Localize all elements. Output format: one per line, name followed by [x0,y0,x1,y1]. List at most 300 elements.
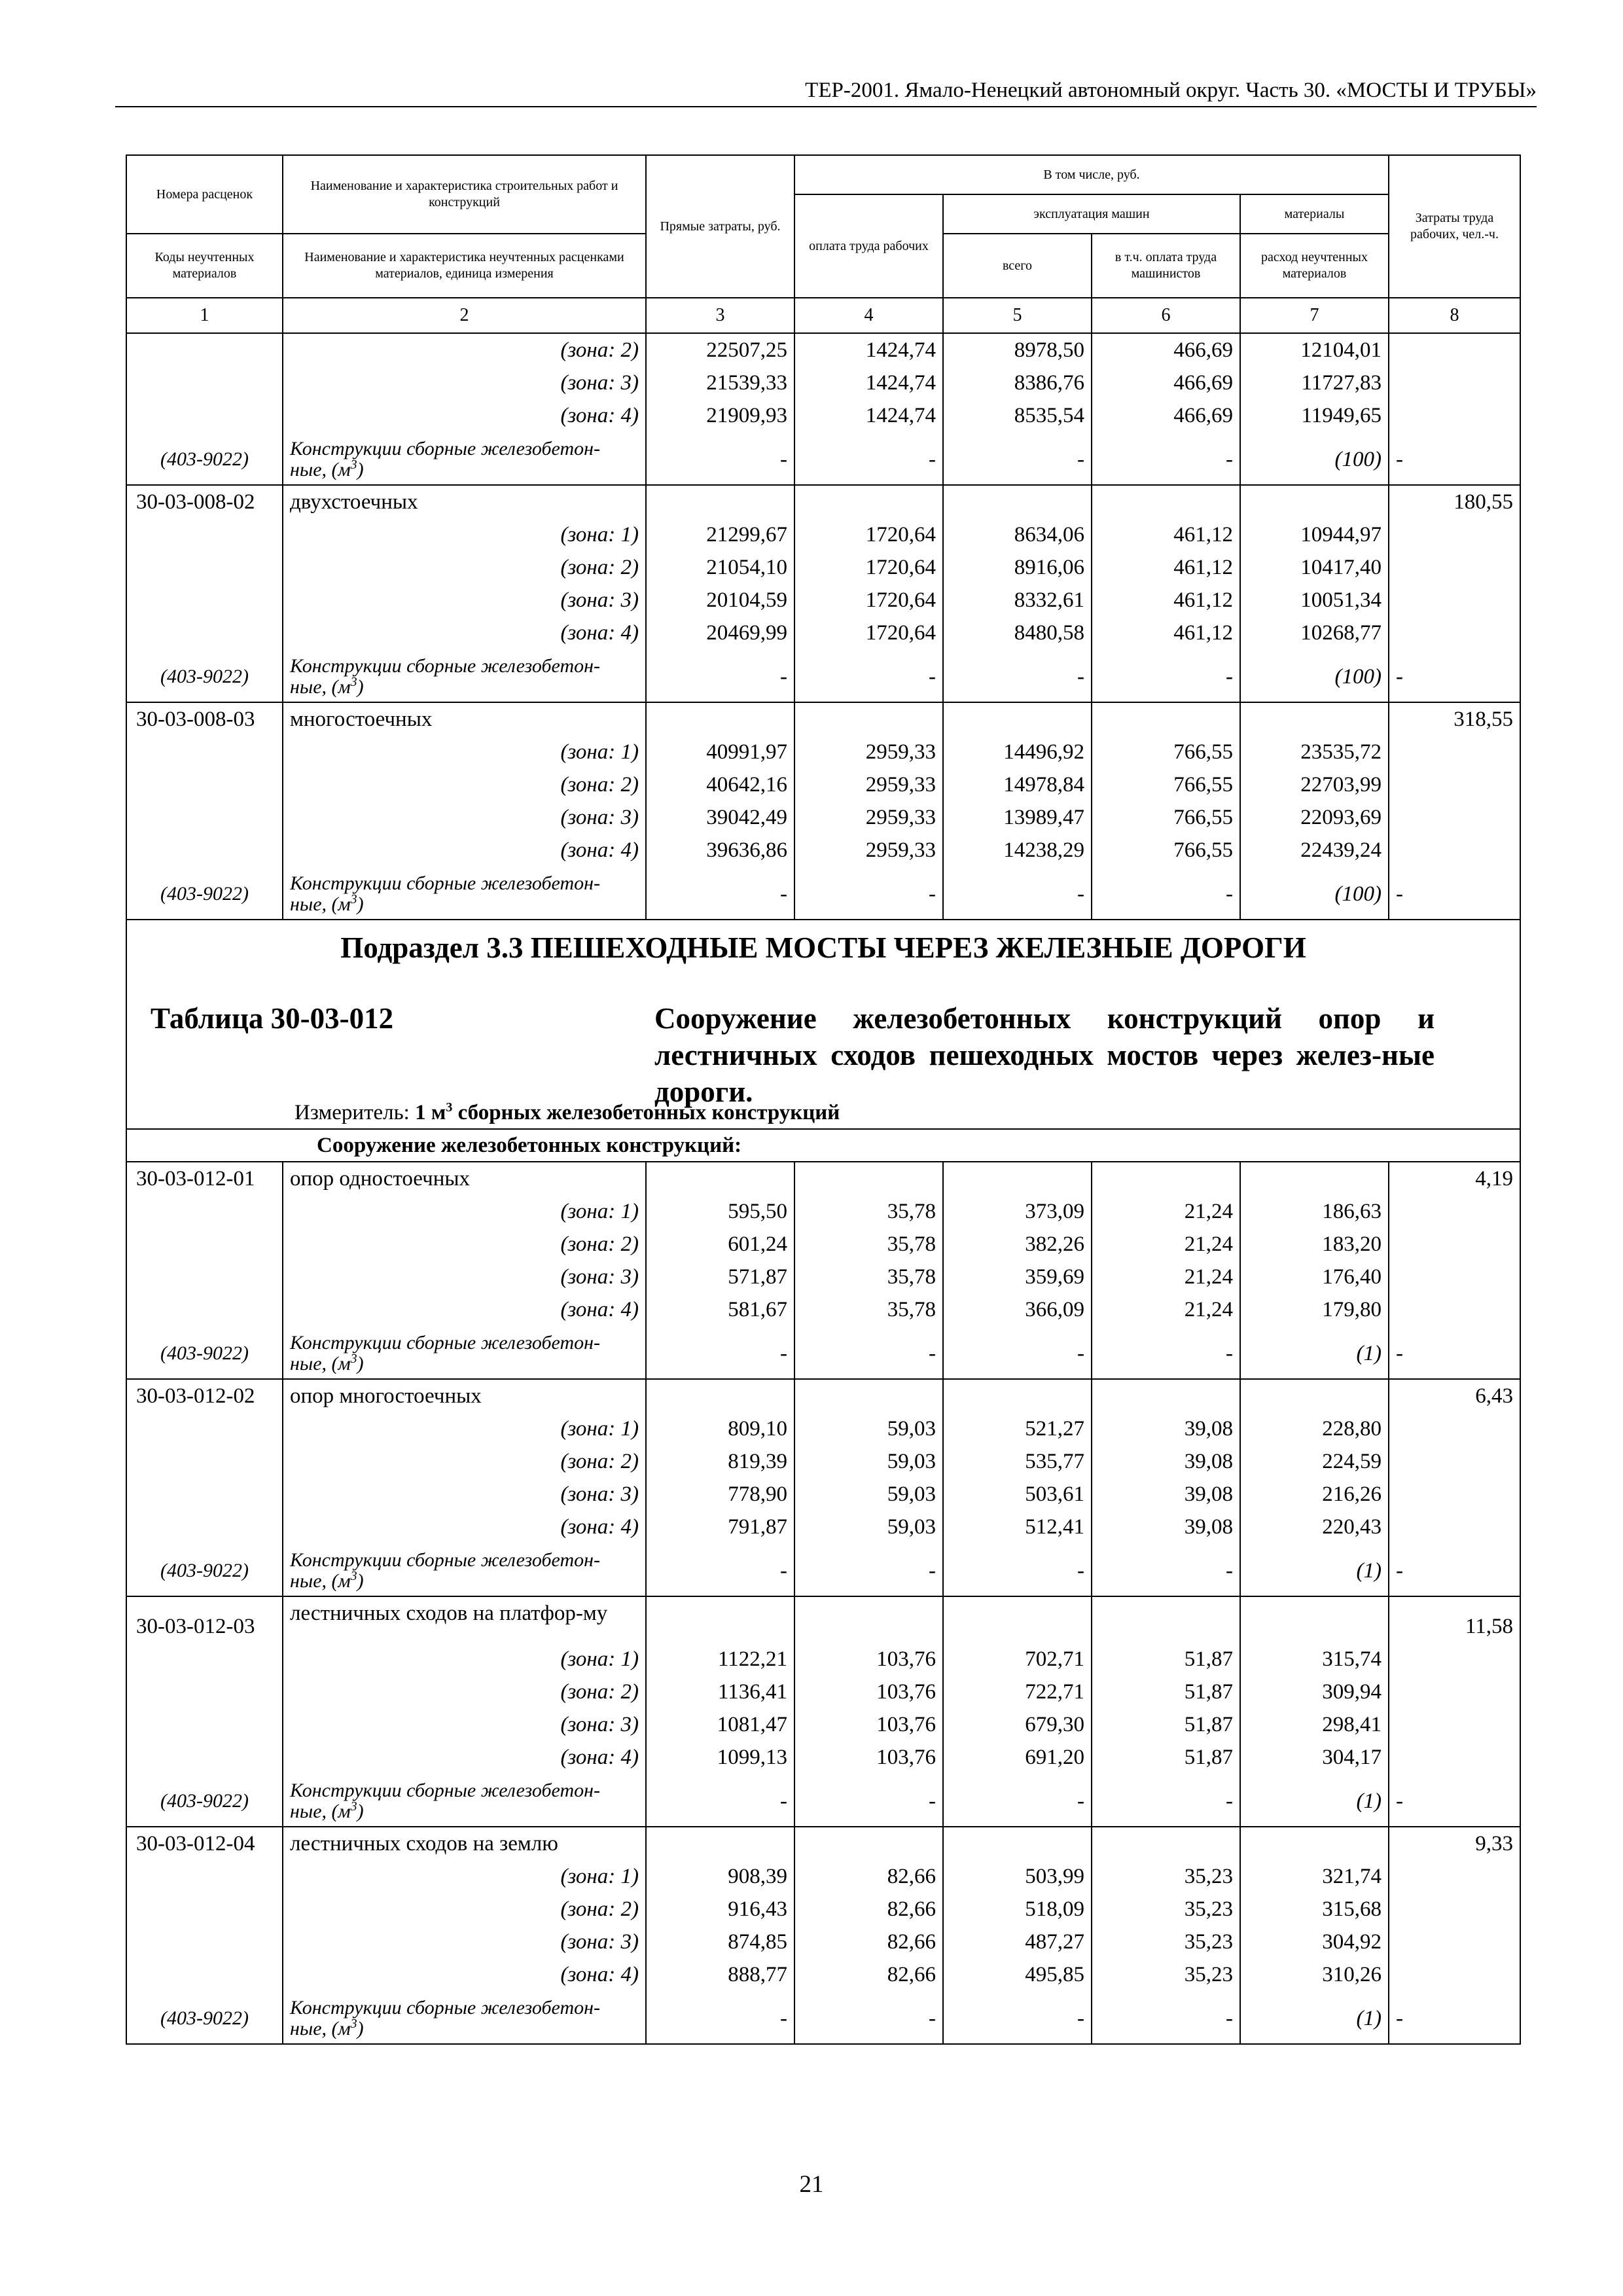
material-name-line1: Конструкции сборные железобетон- [290,1549,601,1571]
dash-cell: - [1092,1991,1240,2044]
value-cell: 487,27 [943,1926,1092,1958]
value-cell: 224,59 [1240,1445,1389,1478]
labor-cell [1389,584,1520,617]
value-cell: 321,74 [1240,1860,1389,1893]
material-name-line1: Конструкции сборные железобетон- [290,655,601,677]
code-cell [126,584,283,617]
rate-row [126,485,1520,518]
empty-cell [1092,702,1240,736]
value-cell: 8978,50 [943,333,1092,367]
material-name-line1: Конструкции сборные железобетон- [290,1997,601,2018]
value-cell: 766,55 [1092,736,1240,768]
value-cell: 518,09 [943,1893,1092,1926]
dash-cell: - [1389,1326,1520,1379]
dash-cell: - [794,1543,943,1596]
column-number: 2 [283,298,646,333]
value-cell: 10417,40 [1240,551,1389,584]
value-cell: 35,23 [1092,1860,1240,1893]
value-cell: 1424,74 [794,367,943,399]
value-cell: 819,39 [646,1445,794,1478]
value-cell: 59,03 [794,1412,943,1445]
empty-cell [1240,702,1389,736]
empty-cell [943,1379,1092,1412]
zone-row [126,1958,1520,1991]
section-title: Подраздел 3.3 ПЕШЕХОДНЫЕ МОСТЫ ЧЕРЕЗ ЖЕЛЕЗНЫЕ ДОРОГИ [340,931,1306,964]
value-cell: 8332,61 [943,584,1092,617]
material-qty: (100) [1240,432,1389,485]
zone-label: (зона: 4) [283,1293,646,1326]
value-cell: 40642,16 [646,768,794,801]
section-block [126,920,1520,1162]
material-name-line2: ные, (м [290,1353,351,1374]
dash-cell: - [794,649,943,702]
running-header: ТЕР-2001. Ямало-Ненецкий автономный округ. Часть 30. «МОСТЫ И ТРУБЫ» [805,79,1537,102]
labor-cell [1389,1445,1520,1478]
labor-cell [1389,1860,1520,1893]
value-cell: 2959,33 [794,736,943,768]
dash-cell: - [646,649,794,702]
value-cell: 809,10 [646,1412,794,1445]
zone-row [126,1261,1520,1293]
value-cell: 82,66 [794,1926,943,1958]
labor-cost: 11,58 [1389,1596,1520,1643]
zone-label: (зона: 3) [283,584,646,617]
empty-cell [646,485,794,518]
value-cell: 461,12 [1092,617,1240,649]
table-body-top [126,333,1520,920]
empty-cell [943,1827,1092,1860]
value-cell: 179,80 [1240,1293,1389,1326]
zone-row [126,1412,1520,1445]
dash-cell: - [794,867,943,920]
zone-label: (зона: 3) [283,1708,646,1741]
value-cell: 382,26 [943,1228,1092,1261]
value-cell: 23535,72 [1240,736,1389,768]
value-cell: 22703,99 [1240,768,1389,801]
zone-row [126,1445,1520,1478]
empty-cell [943,702,1092,736]
value-cell: 11949,65 [1240,399,1389,432]
value-cell: 59,03 [794,1445,943,1478]
zone-row [126,584,1520,617]
col1-top-header: Номера расценок [126,155,283,234]
code-cell [126,333,283,367]
col5-header: всего [943,234,1092,298]
rate-row [126,702,1520,736]
value-cell: 59,03 [794,1511,943,1543]
value-cell: 22439,24 [1240,834,1389,867]
dash-cell: - [943,1991,1092,2044]
empty-cell [1092,1827,1240,1860]
dash-cell: - [1092,432,1240,485]
rate-code: 30-03-012-02 [126,1379,283,1412]
material-qty: (100) [1240,649,1389,702]
zone-row [126,768,1520,801]
value-cell: 216,26 [1240,1478,1389,1511]
table-body-bottom [126,1162,1520,2044]
labor-cell [1389,736,1520,768]
code-cell [126,834,283,867]
dash-cell: - [943,432,1092,485]
value-cell: 571,87 [646,1261,794,1293]
dash-cell: - [943,649,1092,702]
labor-cell [1389,1741,1520,1774]
value-cell: 51,87 [1092,1741,1240,1774]
material-qty: (1) [1240,1774,1389,1827]
material-qty: (100) [1240,867,1389,920]
code-cell [126,1708,283,1741]
material-name-end: ) [357,676,364,698]
value-cell: 183,20 [1240,1228,1389,1261]
zone-row [126,1893,1520,1926]
labor-cell [1389,518,1520,551]
value-cell: 2959,33 [794,834,943,867]
dash-cell: - [646,1326,794,1379]
material-name [283,867,646,920]
material-name-end: ) [357,2018,364,2039]
value-cell: 20469,99 [646,617,794,649]
labor-cost: 4,19 [1389,1162,1520,1195]
value-cell: 1099,13 [646,1741,794,1774]
empty-cell [943,485,1092,518]
code-cell [126,399,283,432]
zone-label: (зона: 4) [283,1511,646,1543]
material-row [126,649,1520,702]
material-name-line1: Конструкции сборные железобетон- [290,1332,601,1354]
value-cell: 359,69 [943,1261,1092,1293]
col8-header: Затраты труда рабочих, чел.-ч. [1389,155,1520,298]
material-code: (403-9022) [126,1991,283,2044]
value-cell: 21,24 [1092,1293,1240,1326]
labor-cell [1389,333,1520,367]
value-cell: 35,78 [794,1261,943,1293]
material-name [283,432,646,485]
col6-header: в т.ч. оплата труда машинистов [1092,234,1240,298]
material-code: (403-9022) [126,1774,283,1827]
labor-cell [1389,768,1520,801]
empty-cell [943,1596,1092,1643]
value-cell: 10268,77 [1240,617,1389,649]
value-cell: 35,23 [1092,1958,1240,1991]
code-cell [126,1228,283,1261]
zone-label: (зона: 2) [283,1676,646,1708]
work-name: двухстоечных [283,485,646,518]
zone-row [126,1228,1520,1261]
material-qty: (1) [1240,1326,1389,1379]
column-number: 7 [1240,298,1389,333]
rate-code: 30-03-012-01 [126,1162,283,1195]
material-row [126,1774,1520,1827]
value-cell: 21,24 [1092,1228,1240,1261]
value-cell: 21299,67 [646,518,794,551]
material-name [283,1774,646,1827]
dash-cell: - [1389,432,1520,485]
column-number: 1 [126,298,283,333]
material-row [126,867,1520,920]
code-cell [126,1926,283,1958]
zone-row [126,1676,1520,1708]
table-label: Таблица 30-03-012 [151,1002,394,1035]
value-cell: 512,41 [943,1511,1092,1543]
value-cell: 601,24 [646,1228,794,1261]
dash-cell: - [1092,1326,1240,1379]
value-cell: 766,55 [1092,801,1240,834]
material-name-end: ) [357,1570,364,1592]
code-cell [126,1741,283,1774]
dash-cell: - [646,1774,794,1827]
zone-label: (зона: 3) [283,1261,646,1293]
value-cell: 10051,34 [1240,584,1389,617]
material-unit-sup: 3 [350,2017,357,2031]
material-row [126,432,1520,485]
labor-cost: 6,43 [1389,1379,1520,1412]
labor-cell [1389,1293,1520,1326]
dash-cell: - [1389,649,1520,702]
value-cell: 2959,33 [794,768,943,801]
empty-cell [646,1596,794,1643]
col3-header: Прямые затраты, руб. [646,155,794,298]
zone-label: (зона: 1) [283,736,646,768]
empty-cell [1092,1162,1240,1195]
value-cell: 13989,47 [943,801,1092,834]
material-name-line2: ные, (м [290,1570,351,1592]
value-cell: 220,43 [1240,1511,1389,1543]
code-cell [126,1860,283,1893]
empty-cell [794,702,943,736]
zone-label: (зона: 2) [283,768,646,801]
material-code: (403-9022) [126,1543,283,1596]
value-cell: 874,85 [646,1926,794,1958]
rate-code: 30-03-012-04 [126,1827,283,1860]
material-code: (403-9022) [126,649,283,702]
subsection-label: Сооружение железобетонных конструкций: [283,1129,1520,1162]
code-cell [126,551,283,584]
column-number: 4 [794,298,943,333]
zone-label: (зона: 1) [283,518,646,551]
material-name [283,1991,646,2044]
code-cell [126,617,283,649]
code-cell [126,736,283,768]
column-number: 6 [1092,298,1240,333]
dash-cell: - [943,867,1092,920]
empty-cell [794,1379,943,1412]
col2-top-header: Наименование и характеристика строительных работ и конструкций [283,155,646,234]
labor-cell [1389,1708,1520,1741]
dash-cell: - [943,1326,1092,1379]
value-cell: 466,69 [1092,367,1240,399]
value-cell: 2959,33 [794,801,943,834]
code-cell [126,1261,283,1293]
value-cell: 103,76 [794,1708,943,1741]
material-code: (403-9022) [126,1326,283,1379]
value-cell: 315,68 [1240,1893,1389,1926]
col2-bottom-header: Наименование и характеристика неучтенных расценками материалов, единица измерения [283,234,646,298]
value-cell: 916,43 [646,1893,794,1926]
zone-row [126,801,1520,834]
value-cell: 103,76 [794,1676,943,1708]
value-cell: 176,40 [1240,1261,1389,1293]
column-number: 3 [646,298,794,333]
value-cell: 766,55 [1092,768,1240,801]
empty-cell [1240,1827,1389,1860]
value-cell: 20104,59 [646,584,794,617]
zone-label: (зона: 4) [283,834,646,867]
labor-cell [1389,1958,1520,1991]
value-cell: 103,76 [794,1741,943,1774]
material-unit-sup: 3 [350,892,357,906]
value-cell: 39,08 [1092,1412,1240,1445]
code-cell [126,1478,283,1511]
code-cell [126,1643,283,1676]
empty-cell [943,1162,1092,1195]
work-name: лестничных сходов на землю [283,1827,646,1860]
material-name-line2: ные, (м [290,459,351,480]
material-name-end: ) [357,1801,364,1822]
material-name [283,1543,646,1596]
zone-label: (зона: 4) [283,1958,646,1991]
value-cell: 82,66 [794,1860,943,1893]
value-cell: 51,87 [1092,1676,1240,1708]
value-cell: 35,78 [794,1195,943,1228]
material-name [283,1326,646,1379]
column-number: 5 [943,298,1092,333]
material-row [126,1326,1520,1379]
labor-cell [1389,1195,1520,1228]
zone-label: (зона: 1) [283,1412,646,1445]
material-row [126,1991,1520,2044]
value-cell: 1720,64 [794,617,943,649]
rate-row [126,1379,1520,1412]
code-cell [126,367,283,399]
value-cell: 11727,83 [1240,367,1389,399]
work-name: опор одностоечных [283,1162,646,1195]
value-cell: 39636,86 [646,834,794,867]
value-cell: 14978,84 [943,768,1092,801]
value-cell: 39,08 [1092,1511,1240,1543]
value-cell: 466,69 [1092,399,1240,432]
value-cell: 82,66 [794,1958,943,1991]
column-numbers-row [126,298,1520,333]
material-name-line1: Конструкции сборные железобетон- [290,438,601,459]
value-cell: 1720,64 [794,551,943,584]
zone-row [126,1860,1520,1893]
empty-cell [1240,1162,1389,1195]
material-name-line1: Конструкции сборные железобетон- [290,1780,601,1801]
value-cell: 581,67 [646,1293,794,1326]
zone-label: (зона: 2) [283,1445,646,1478]
value-cell: 503,61 [943,1478,1092,1511]
rate-row [126,1596,1520,1643]
dash-cell: - [1092,1774,1240,1827]
value-cell: 8480,58 [943,617,1092,649]
value-cell: 691,20 [943,1741,1092,1774]
value-cell: 51,87 [1092,1643,1240,1676]
empty-cell [794,485,943,518]
value-cell: 310,26 [1240,1958,1389,1991]
value-cell: 8535,54 [943,399,1092,432]
value-cell: 1081,47 [646,1708,794,1741]
dash-cell: - [943,1543,1092,1596]
zone-label: (зона: 1) [283,1860,646,1893]
column-number: 8 [1389,298,1520,333]
value-cell: 778,90 [646,1478,794,1511]
value-cell: 461,12 [1092,551,1240,584]
value-cell: 521,27 [943,1412,1092,1445]
value-cell: 1720,64 [794,584,943,617]
labor-cell [1389,1412,1520,1445]
zone-label: (зона: 4) [283,1741,646,1774]
dash-cell: - [794,1326,943,1379]
material-code: (403-9022) [126,432,283,485]
value-cell: 21,24 [1092,1261,1240,1293]
material-qty: (1) [1240,1991,1389,2044]
value-cell: 35,23 [1092,1893,1240,1926]
empty-cell [1240,485,1389,518]
material-unit-sup: 3 [350,457,357,472]
value-cell: 10944,97 [1240,518,1389,551]
value-cell: 466,69 [1092,333,1240,367]
value-cell: 14238,29 [943,834,1092,867]
code-cell [126,1676,283,1708]
empty-cell [794,1596,943,1643]
zone-row [126,1478,1520,1511]
value-cell: 21,24 [1092,1195,1240,1228]
value-cell: 40991,97 [646,736,794,768]
value-cell: 8634,06 [943,518,1092,551]
value-cell: 103,76 [794,1643,943,1676]
rate-code: 30-03-008-02 [126,485,283,518]
dash-cell: - [794,1991,943,2044]
labor-cell [1389,617,1520,649]
empty-cell [794,1162,943,1195]
value-cell: 495,85 [943,1958,1092,1991]
code-cell [126,1958,283,1991]
value-cell: 373,09 [943,1195,1092,1228]
value-cell: 1720,64 [794,518,943,551]
zone-label: (зона: 4) [283,399,646,432]
value-cell: 679,30 [943,1708,1092,1741]
zone-row [126,1926,1520,1958]
zone-label: (зона: 1) [283,1195,646,1228]
col1-bottom-header: Коды неучтенных материалов [126,234,283,298]
value-cell: 366,09 [943,1293,1092,1326]
labor-cell [1389,367,1520,399]
value-cell: 461,12 [1092,518,1240,551]
zone-row [126,367,1520,399]
material-unit-sup: 3 [350,1352,357,1366]
value-cell: 304,92 [1240,1926,1389,1958]
value-cell: 1424,74 [794,333,943,367]
empty-cell [646,1379,794,1412]
rates-table [126,154,1521,2045]
empty-cell [1092,1596,1240,1643]
dash-cell: - [1389,1991,1520,2044]
material-name-line1: Конструкции сборные железобетон- [290,872,601,894]
value-cell: 59,03 [794,1478,943,1511]
empty-cell [1240,1379,1389,1412]
labor-cell [1389,399,1520,432]
value-cell: 461,12 [1092,584,1240,617]
material-unit-sup: 3 [350,675,357,689]
zone-row [126,1195,1520,1228]
material-unit-sup: 3 [350,1799,357,1814]
code-cell [126,1195,283,1228]
zone-label: (зона: 3) [283,367,646,399]
work-name: опор многостоечных [283,1379,646,1412]
labor-cell [1389,1643,1520,1676]
value-cell: 8916,06 [943,551,1092,584]
zone-row [126,333,1520,367]
